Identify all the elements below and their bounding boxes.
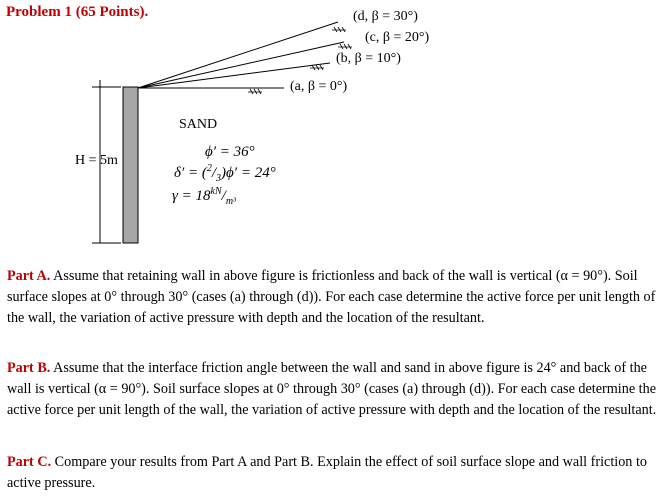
part-c-paragraph: Part C. Compare your results from Part A and Part B. Explain the effect of soil surface slope and wall friction to active pressure.	[7, 454, 647, 491]
hatch-c	[338, 44, 352, 49]
interface-friction: $\delta' = (^2/_3)\phi' = 24^\circ$	[174, 163, 276, 184]
hatch-b	[310, 65, 324, 70]
friction-angle: ϕ′ = 36°	[205, 144, 255, 160]
wall-diagram	[0, 0, 665, 250]
case-d-label: (d, β = 30°)	[353, 9, 418, 24]
hatch-d	[332, 27, 346, 32]
part-b-label: Part B.	[7, 360, 51, 376]
hatch-a	[248, 89, 262, 94]
part-c-label: Part C.	[7, 454, 52, 470]
soil-name: SAND	[179, 117, 218, 132]
part-b-paragraph: Part B. Assume that the interface friction angle between the wall and sand in above figure is 24° and back of the wall is vertical (α = 90°). Soil surface slopes at 0° through 30° (cases (a) through (d)). For each case determine the active force per unit length of the wall, the variation of active pressure with depth and the location of the resultant.	[7, 360, 657, 418]
problem-title: Problem 1 (65 Points).	[6, 4, 149, 20]
case-c-label: (c, β = 20°)	[365, 30, 430, 45]
part-a-label: Part A.	[7, 268, 51, 284]
wall-height-label: H = 5m	[75, 153, 118, 168]
part-a-paragraph: Part A. Assume that retaining wall in above figure is frictionless and back of the wall is vertical (α = 90°). Soil surface slopes at 0° through 30° (cases (a) through (d)). For each case determine the active force per unit length of the wall, the variation of active pressure with depth and the location of the resultant.	[7, 268, 656, 326]
case-a-label: (a, β = 0°)	[290, 79, 348, 94]
retaining-wall	[123, 87, 138, 243]
unit-weight: $\gamma = 18^{kN}/_{m^3}$	[172, 186, 237, 207]
case-b-label: (b, β = 10°)	[336, 51, 401, 66]
